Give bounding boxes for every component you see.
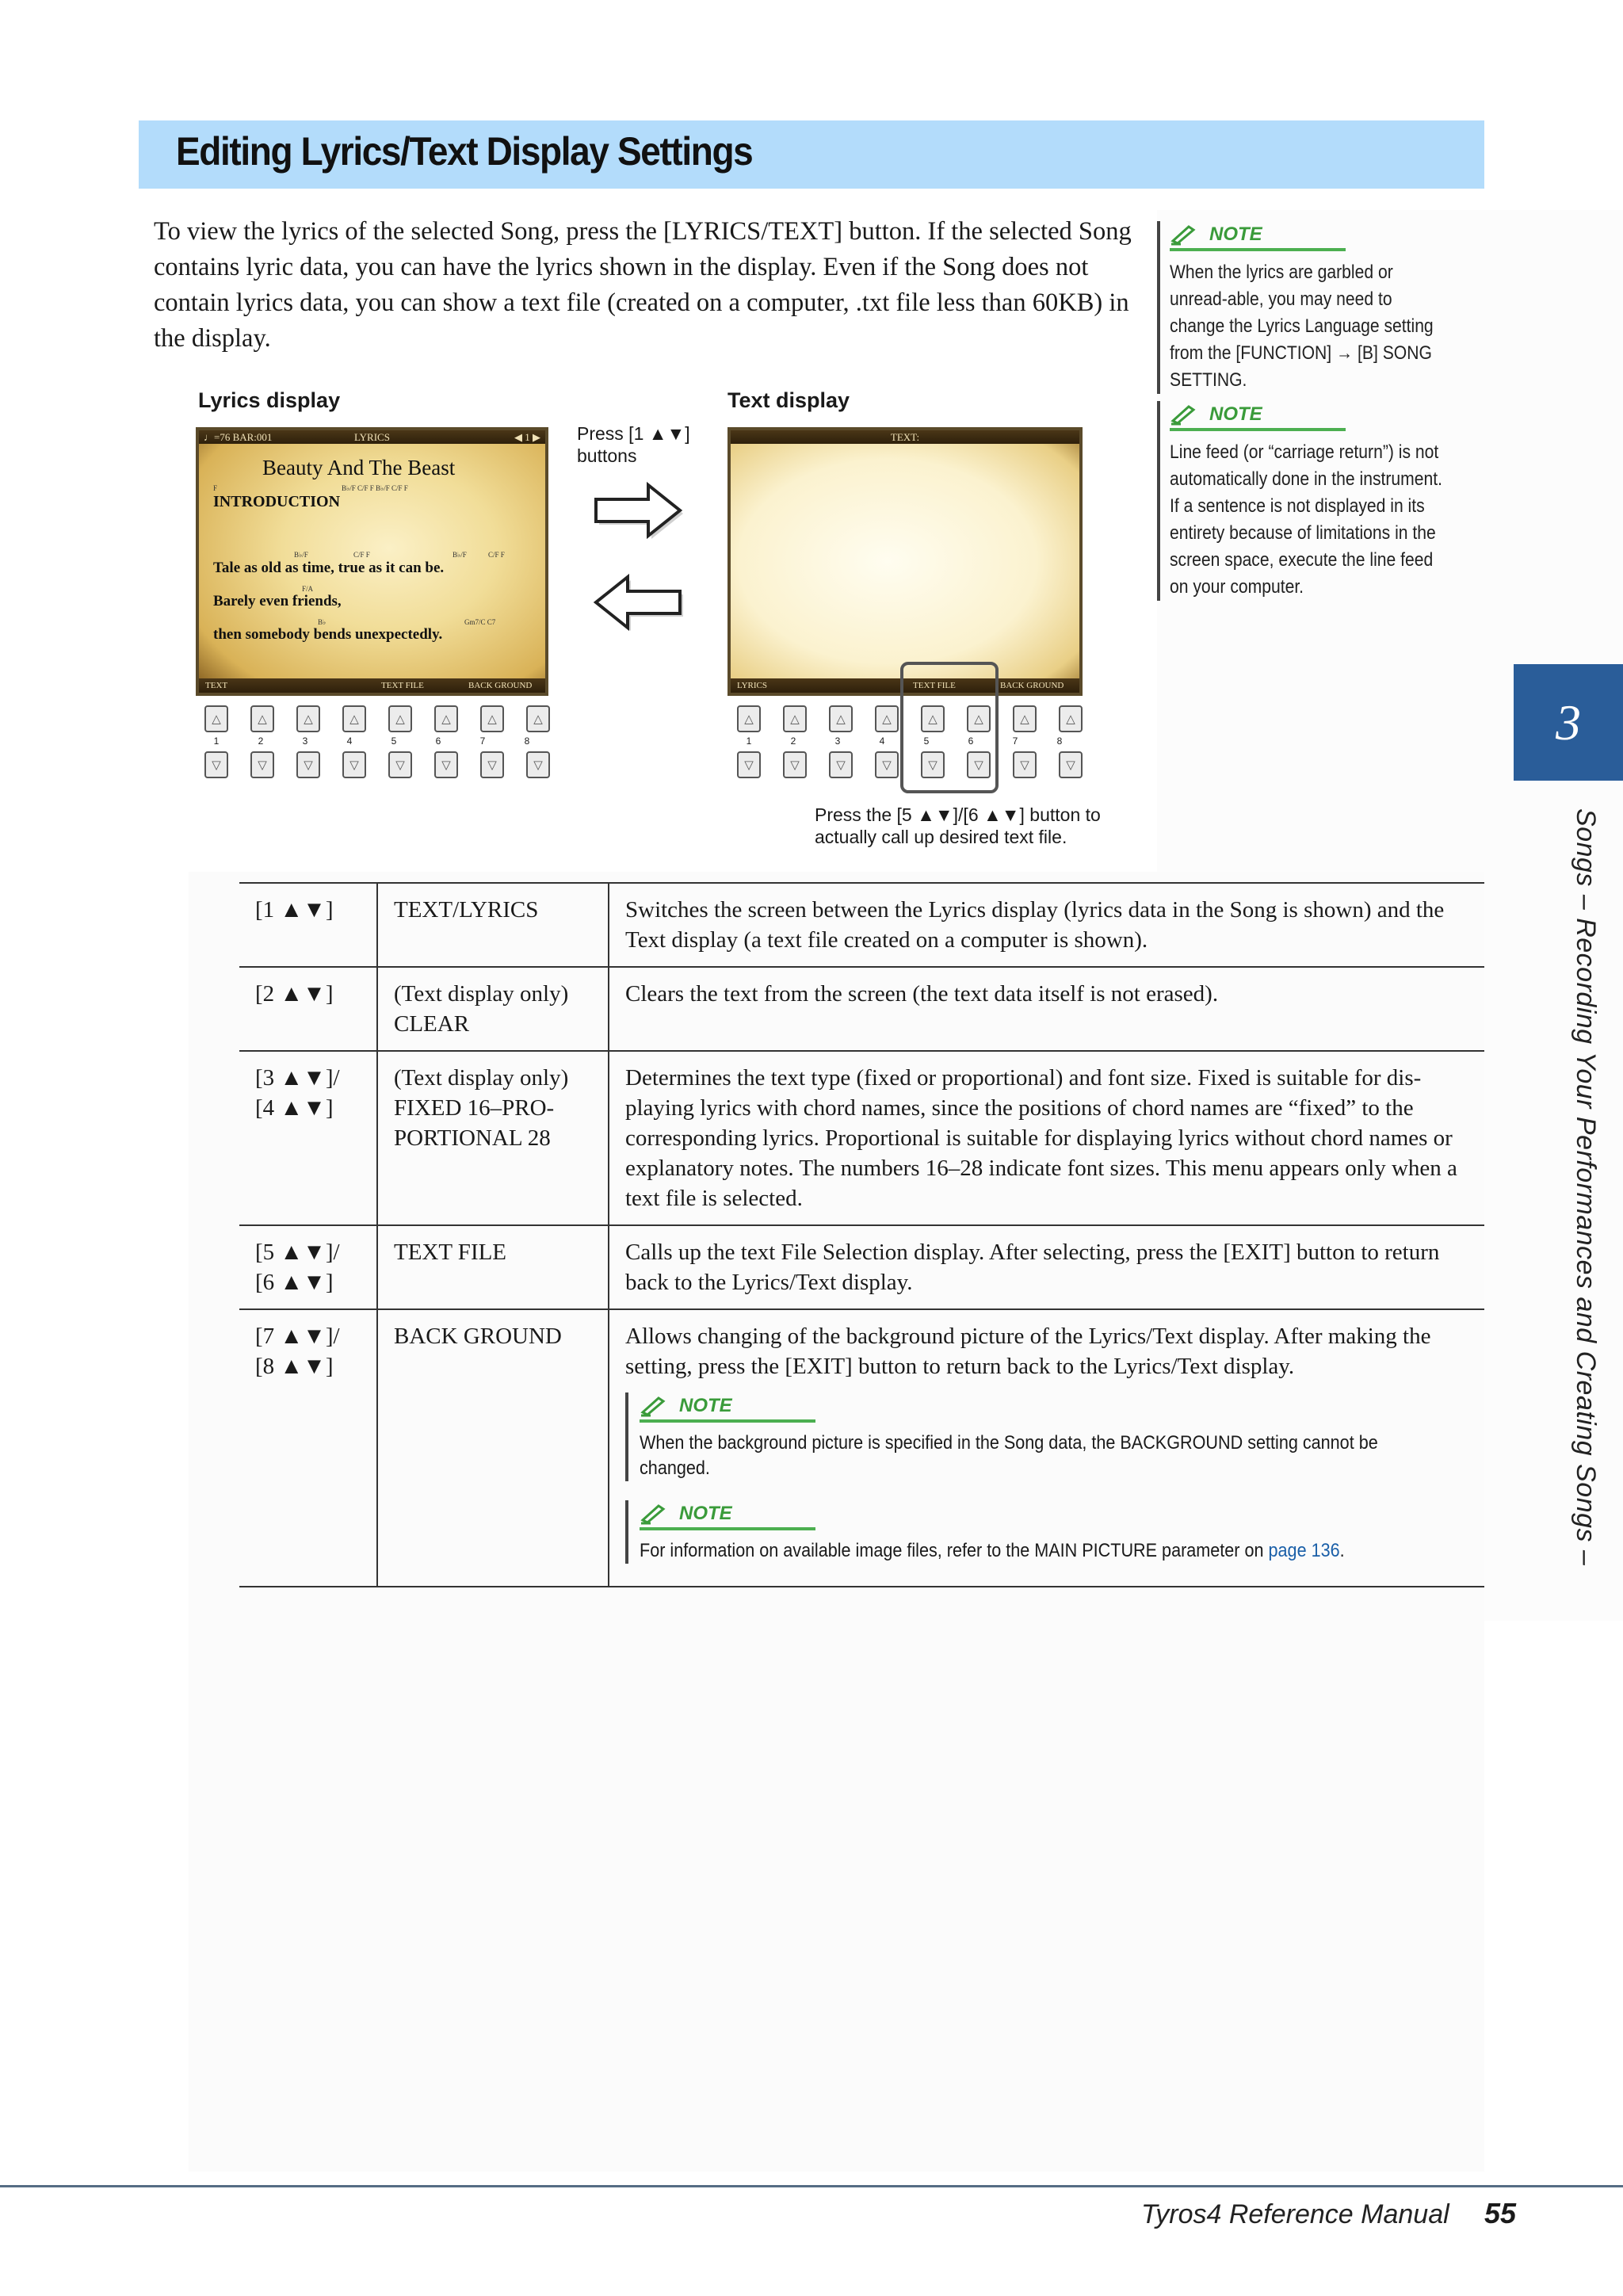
button-number: 4 (346, 735, 353, 747)
text-display-label: Text display (727, 388, 850, 412)
up-button-8[interactable]: △ (1059, 705, 1083, 732)
lyrics-panel-up-buttons (204, 705, 550, 732)
up-button-4[interactable]: △ (875, 705, 899, 732)
button-number: 5 (391, 735, 397, 747)
text-display-screen (727, 427, 1083, 696)
lyrics-display-label: Lyrics display (198, 388, 341, 412)
menu-item: TEXT FILE (913, 681, 956, 690)
lyrics-screen-topbar (199, 430, 545, 444)
row-desc-cell (609, 1309, 1484, 1587)
lyric-line: INTRODUCTION (213, 493, 341, 510)
row-desc: Allows changing of the background picture of the Lyrics/Text display. After making the setting, press the [EXIT] button to return back to the Lyrics/Text display. (625, 1324, 1431, 1379)
down-button-2[interactable]: ▽ (250, 751, 274, 778)
down-button-4[interactable]: ▽ (342, 751, 366, 778)
menu-item: TEXT (205, 681, 228, 690)
footer-rule (0, 2185, 1623, 2187)
down-button-6[interactable]: ▽ (967, 751, 991, 778)
lyrics-panel-button-numbers (204, 735, 539, 747)
down-button-4[interactable]: ▽ (875, 751, 899, 778)
menu-item: LYRICS (737, 681, 768, 690)
down-button-8[interactable]: ▽ (526, 751, 550, 778)
chapter-title-vertical: Songs – Recording Your Performances and Creating Songs – (1571, 808, 1601, 1566)
button-number: 8 (1056, 735, 1063, 747)
tempo-bar-readout: ♩=76 BAR:001 (204, 431, 273, 443)
up-button-4[interactable]: △ (342, 705, 366, 732)
row-name: (Text display only) FIXED 16–PRO-PORTIONAL 28 (377, 1051, 609, 1225)
up-button-2[interactable]: △ (783, 705, 807, 732)
row-key: [2 ▲▼] (239, 967, 377, 1051)
down-button-6[interactable]: ▽ (434, 751, 458, 778)
row-desc: Calls up the text File Selection display. After selecting, press the [EXIT] button to return back to the Lyrics/Text display. (609, 1225, 1484, 1309)
left-arrow-icon (591, 572, 685, 632)
down-button-3[interactable]: ▽ (829, 751, 853, 778)
chord-label: F (213, 484, 218, 492)
note-label: NOTE (679, 1395, 732, 1416)
lyric-line: Barely even friends, (213, 593, 342, 609)
row-desc: Switches the screen between the Lyrics display (lyrics data in the Song is shown) and the Text display (a text file created on a computer is shown). (609, 883, 1484, 967)
down-button-7[interactable]: ▽ (1013, 751, 1037, 778)
note-header (1170, 401, 1346, 431)
menu-item: TEXT FILE (381, 681, 424, 690)
text-screen-title: TEXT: (890, 431, 920, 443)
button-number: 8 (524, 735, 530, 747)
chord-label: B♭/F (453, 551, 467, 559)
button-number: 4 (879, 735, 885, 747)
row-key: [1 ▲▼] (239, 883, 377, 967)
parameter-table (239, 882, 1484, 1587)
button-number: 1 (213, 735, 220, 747)
table-row (239, 883, 1484, 967)
note-text-suffix: . (1339, 1540, 1345, 1561)
text-panel-button-numbers (737, 735, 1071, 747)
note-text: When the lyrics are garbled or unread-able, you may need to change the Lyrics Language setting from the [FUNCTION] → [B] SONG SETTING. (1170, 262, 1434, 391)
up-button-8[interactable]: △ (526, 705, 550, 732)
section-title: Editing Lyrics/Text Display Settings (176, 129, 753, 174)
up-button-7[interactable]: △ (1013, 705, 1037, 732)
down-button-5[interactable]: ▽ (921, 751, 945, 778)
row-name: BACK GROUND (377, 1309, 609, 1587)
chord-label: B♭/F C/F F B♭/F C/F F (342, 484, 408, 492)
up-button-1[interactable]: △ (737, 705, 761, 732)
up-button-5[interactable]: △ (921, 705, 945, 732)
note-header (1170, 221, 1346, 251)
text-panel-up-buttons (737, 705, 1083, 732)
note-label: NOTE (1209, 223, 1262, 245)
button-number: 2 (790, 735, 796, 747)
button-number: 6 (968, 735, 974, 747)
note-image-files (625, 1500, 1470, 1564)
up-button-6[interactable]: △ (967, 705, 991, 732)
lyric-line: Tale as old as time, true as it can be. (213, 560, 445, 576)
button-number: 6 (435, 735, 441, 747)
chord-label: F/A (302, 585, 314, 593)
row-name: (Text display only) CLEAR (377, 967, 609, 1051)
note-text: When the background picture is specified in the Song data, the BACKGROUND setting cannot be changed. (640, 1432, 1378, 1479)
table-row (239, 1309, 1484, 1587)
menu-item: BACK GROUND (468, 681, 533, 690)
down-button-1[interactable]: ▽ (204, 751, 228, 778)
down-button-8[interactable]: ▽ (1059, 751, 1083, 778)
pen-note-icon (1170, 403, 1201, 426)
button-number: 5 (923, 735, 930, 747)
button-number: 2 (258, 735, 264, 747)
button-number: 3 (834, 735, 841, 747)
right-arrow-icon (591, 480, 685, 541)
manual-name: Tyros4 Reference Manual (1141, 2199, 1449, 2229)
text-screen-topbar (731, 430, 1079, 444)
row-name: TEXT FILE (377, 1225, 609, 1309)
page-indicator: ◀ 1 ▶ (514, 431, 540, 443)
note-lyrics-language (1157, 221, 1487, 394)
table-row (239, 1225, 1484, 1309)
down-button-7[interactable]: ▽ (480, 751, 504, 778)
button-number: 7 (479, 735, 486, 747)
table-row (239, 1051, 1484, 1225)
chapter-tab[interactable]: 3 (1514, 664, 1623, 781)
note-header (640, 1500, 815, 1530)
press-buttons-caption: Press [1 ▲▼] buttons (577, 423, 690, 466)
lyric-line: then somebody bends unexpectedly. (213, 626, 443, 643)
pen-note-icon (1170, 223, 1201, 246)
row-desc: Clears the text from the screen (the text data itself is not erased). (609, 967, 1484, 1051)
lyrics-screen-title: LYRICS (354, 431, 390, 443)
chord-label: C/F F (353, 551, 370, 559)
note-text-prefix: For information on available image files, refer to the MAIN PICTURE parameter on (640, 1540, 1269, 1561)
row-key: [5 ▲▼]/ [6 ▲▼] (239, 1225, 377, 1309)
up-button-7[interactable]: △ (480, 705, 504, 732)
lyrics-panel-down-buttons (204, 751, 550, 778)
up-button-6[interactable]: △ (434, 705, 458, 732)
button-number: 7 (1012, 735, 1018, 747)
note-header (640, 1392, 815, 1423)
chord-label: Gm7/C C7 (464, 618, 496, 626)
up-button-3[interactable]: △ (296, 705, 320, 732)
down-button-3[interactable]: ▽ (296, 751, 320, 778)
up-button-2[interactable]: △ (250, 705, 274, 732)
up-button-5[interactable]: △ (388, 705, 412, 732)
intro-paragraph: To view the lyrics of the selected Song, press the [LYRICS/TEXT] button. If the selected Song contains lyric data, you can have the lyrics shown in the display. Even if the Song does not contain lyrics data, you can show a text file (created on a computer, .txt file less than 60KB) in the display. (154, 217, 1132, 353)
down-button-2[interactable]: ▽ (783, 751, 807, 778)
note-line-feed (1157, 401, 1487, 601)
text-panel-down-buttons (737, 751, 1083, 778)
up-button-1[interactable]: △ (204, 705, 228, 732)
note-background (625, 1392, 1470, 1481)
page-136-link[interactable]: page 136 (1268, 1540, 1340, 1561)
menu-item: BACK GROUND (1000, 681, 1064, 690)
chord-label: C/F F (488, 551, 505, 559)
button-number: 1 (746, 735, 752, 747)
note-text: Line feed (or “carriage return”) is not automatically done in the instrument. If a sentence is not displayed in its entirety because of limitations in the screen space, execute the line feed on your computer. (1170, 441, 1442, 598)
table-row (239, 967, 1484, 1051)
row-key: [3 ▲▼]/ [4 ▲▼] (239, 1051, 377, 1225)
note-label: NOTE (679, 1503, 732, 1524)
song-title: Beauty And The Beast (262, 456, 456, 479)
row-name: TEXT/LYRICS (377, 883, 609, 967)
lyrics-screen-menubar (199, 678, 545, 693)
text-file-caption: Press the [5 ▲▼]/[6 ▲▼] button to actually call up desired text file. (815, 804, 1101, 847)
note-label: NOTE (1209, 403, 1262, 425)
chord-label: B♭/F (294, 551, 308, 559)
pen-note-icon (640, 1503, 671, 1525)
note-text (640, 1538, 1387, 1564)
row-desc: Determines the text type (fixed or proportional) and font size. Fixed is suitable for dis-playing lyrics with chord names, since the positions of chord names are “fixed” to the corresponding lyrics. Proportional is suitable for displaying lyrics without chord names or explanatory notes. The numbers 16–28 indicate font sizes. This menu appears only when a text file is selected. (609, 1051, 1484, 1225)
page-number: 55 (1484, 2197, 1517, 2229)
pen-note-icon (640, 1395, 671, 1417)
down-button-1[interactable]: ▽ (737, 751, 761, 778)
row-key: [7 ▲▼]/ [8 ▲▼] (239, 1309, 377, 1587)
button-number: 3 (302, 735, 308, 747)
down-button-5[interactable]: ▽ (388, 751, 412, 778)
chord-label: B♭ (318, 618, 327, 626)
lyrics-display-screen (196, 427, 548, 696)
up-button-3[interactable]: △ (829, 705, 853, 732)
